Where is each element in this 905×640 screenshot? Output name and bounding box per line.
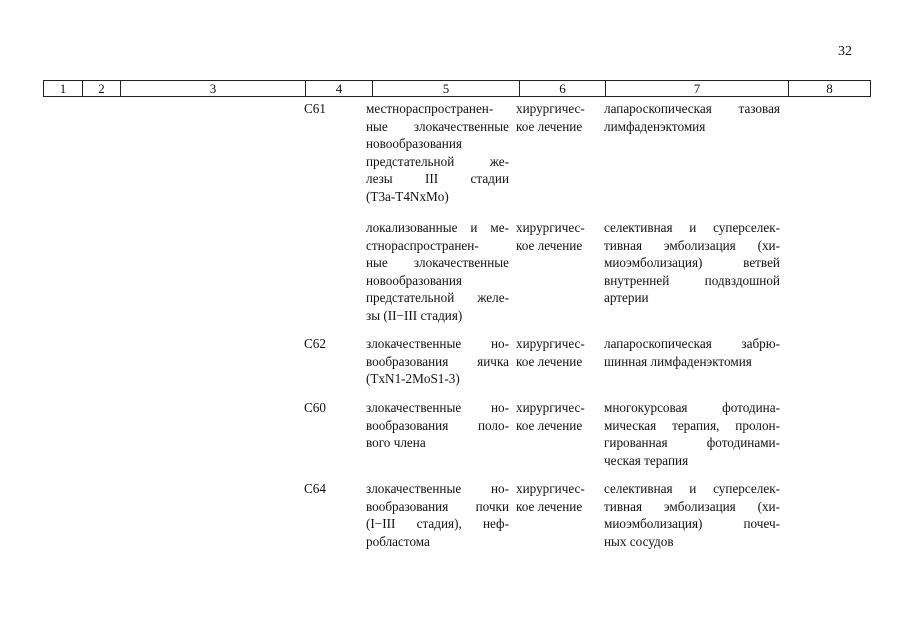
diagnosis-line: зы (II−III стадия) — [366, 307, 463, 323]
treatment-cell — [516, 480, 596, 515]
icd-code: C60 — [304, 400, 326, 415]
diagnosis-line: (T3a-T4NxMo) — [366, 188, 449, 204]
icd-code: C62 — [304, 336, 326, 351]
diagnosis-line: лезы III стадии — [366, 171, 509, 187]
treatment-cell — [516, 219, 596, 254]
treatment-line: кое лечение — [516, 118, 583, 134]
diagnosis-cell — [366, 219, 509, 325]
icd-code: C61 — [304, 101, 326, 116]
treatment-line: кое лечение — [516, 237, 583, 253]
diagnosis-line: вообразования поло- — [366, 417, 509, 433]
method-line: селективная и суперселек- — [604, 220, 780, 235]
treatment-line: хирургичес- — [516, 336, 585, 351]
diagnosis-cell — [366, 480, 509, 550]
method-line: мическая терапия, пролон- — [604, 417, 780, 433]
treatment-line: хирургичес- — [516, 481, 585, 496]
diagnosis-line: вообразования яичка — [366, 353, 509, 369]
header-col-7: 7 — [606, 81, 789, 97]
diagnosis-line: стнораспространен- — [366, 237, 479, 253]
diagnosis-line: локализованные и ме- — [366, 220, 509, 235]
diagnosis-line: вообразования почки — [366, 498, 509, 514]
treatment-line: кое лечение — [516, 353, 583, 369]
diagnosis-line: робластома — [366, 533, 430, 549]
diagnosis-line: ные злокачественные — [366, 255, 509, 271]
header-col-6: 6 — [520, 81, 606, 97]
method-cell — [604, 335, 780, 370]
icd-code: C64 — [304, 481, 326, 496]
method-line: лимфаденэктомия — [604, 118, 706, 134]
method-line: селективная и суперселек- — [604, 481, 780, 496]
method-line: миоэмболизация) ветвей — [604, 255, 780, 271]
diagnosis-cell — [366, 399, 509, 452]
diagnosis-line: предстательной желе- — [366, 290, 509, 306]
treatment-line: кое лечение — [516, 498, 583, 514]
method-line: многокурсовая фотодина- — [604, 400, 780, 415]
header-col-4: 4 — [306, 81, 373, 97]
diagnosis-cell — [366, 335, 509, 388]
diagnosis-line: ные злокачественные — [366, 118, 509, 134]
diagnosis-line: вого члена — [366, 435, 426, 451]
diagnosis-cell — [366, 100, 509, 206]
diagnosis-line: новообразования — [366, 136, 462, 152]
diagnosis-line: злокачественные но- — [366, 400, 509, 415]
method-line: ческая терапия — [604, 452, 689, 468]
method-line: артерии — [604, 290, 649, 306]
method-line: тивная эмболизация (хи- — [604, 237, 780, 253]
method-line: миоэмболизация) почеч- — [604, 516, 780, 532]
page-number: 32 — [838, 44, 852, 59]
method-line: лапароскопическая тазовая — [604, 101, 780, 116]
method-line: ных сосудов — [604, 533, 674, 549]
diagnosis-line: злокачественные но- — [366, 481, 509, 496]
treatment-line: хирургичес- — [516, 400, 585, 415]
header-col-3: 3 — [121, 81, 306, 97]
treatment-cell — [516, 335, 596, 370]
diagnosis-line: новообразования — [366, 272, 462, 288]
diagnosis-line: злокачественные но- — [366, 336, 509, 351]
header-col-2: 2 — [83, 81, 121, 97]
treatment-cell — [516, 399, 596, 434]
method-line: гированная фотодинами- — [604, 435, 780, 451]
method-line: тивная эмболизация (хи- — [604, 498, 780, 514]
method-line: шинная лимфаденэктомия — [604, 353, 752, 369]
header-col-8: 8 — [789, 81, 871, 97]
header-col-5: 5 — [373, 81, 520, 97]
diagnosis-line: (TxN1-2MoS1-3) — [366, 371, 460, 387]
diagnosis-line: местнораспространен- — [366, 101, 494, 116]
treatment-line: хирургичес- — [516, 220, 585, 235]
treatment-cell — [516, 100, 596, 135]
method-cell — [604, 100, 780, 135]
column-number-header — [43, 80, 871, 97]
diagnosis-line: предстательной же- — [366, 153, 509, 169]
method-line: лапароскопическая забрю- — [604, 336, 780, 351]
header-col-1: 1 — [44, 81, 83, 97]
method-line: внутренней подвздошной — [604, 272, 780, 288]
treatment-line: кое лечение — [516, 417, 583, 433]
method-cell — [604, 399, 780, 469]
method-cell — [604, 219, 780, 307]
method-cell — [604, 480, 780, 550]
diagnosis-line: (I−III стадия), неф- — [366, 516, 509, 532]
treatment-line: хирургичес- — [516, 101, 585, 116]
